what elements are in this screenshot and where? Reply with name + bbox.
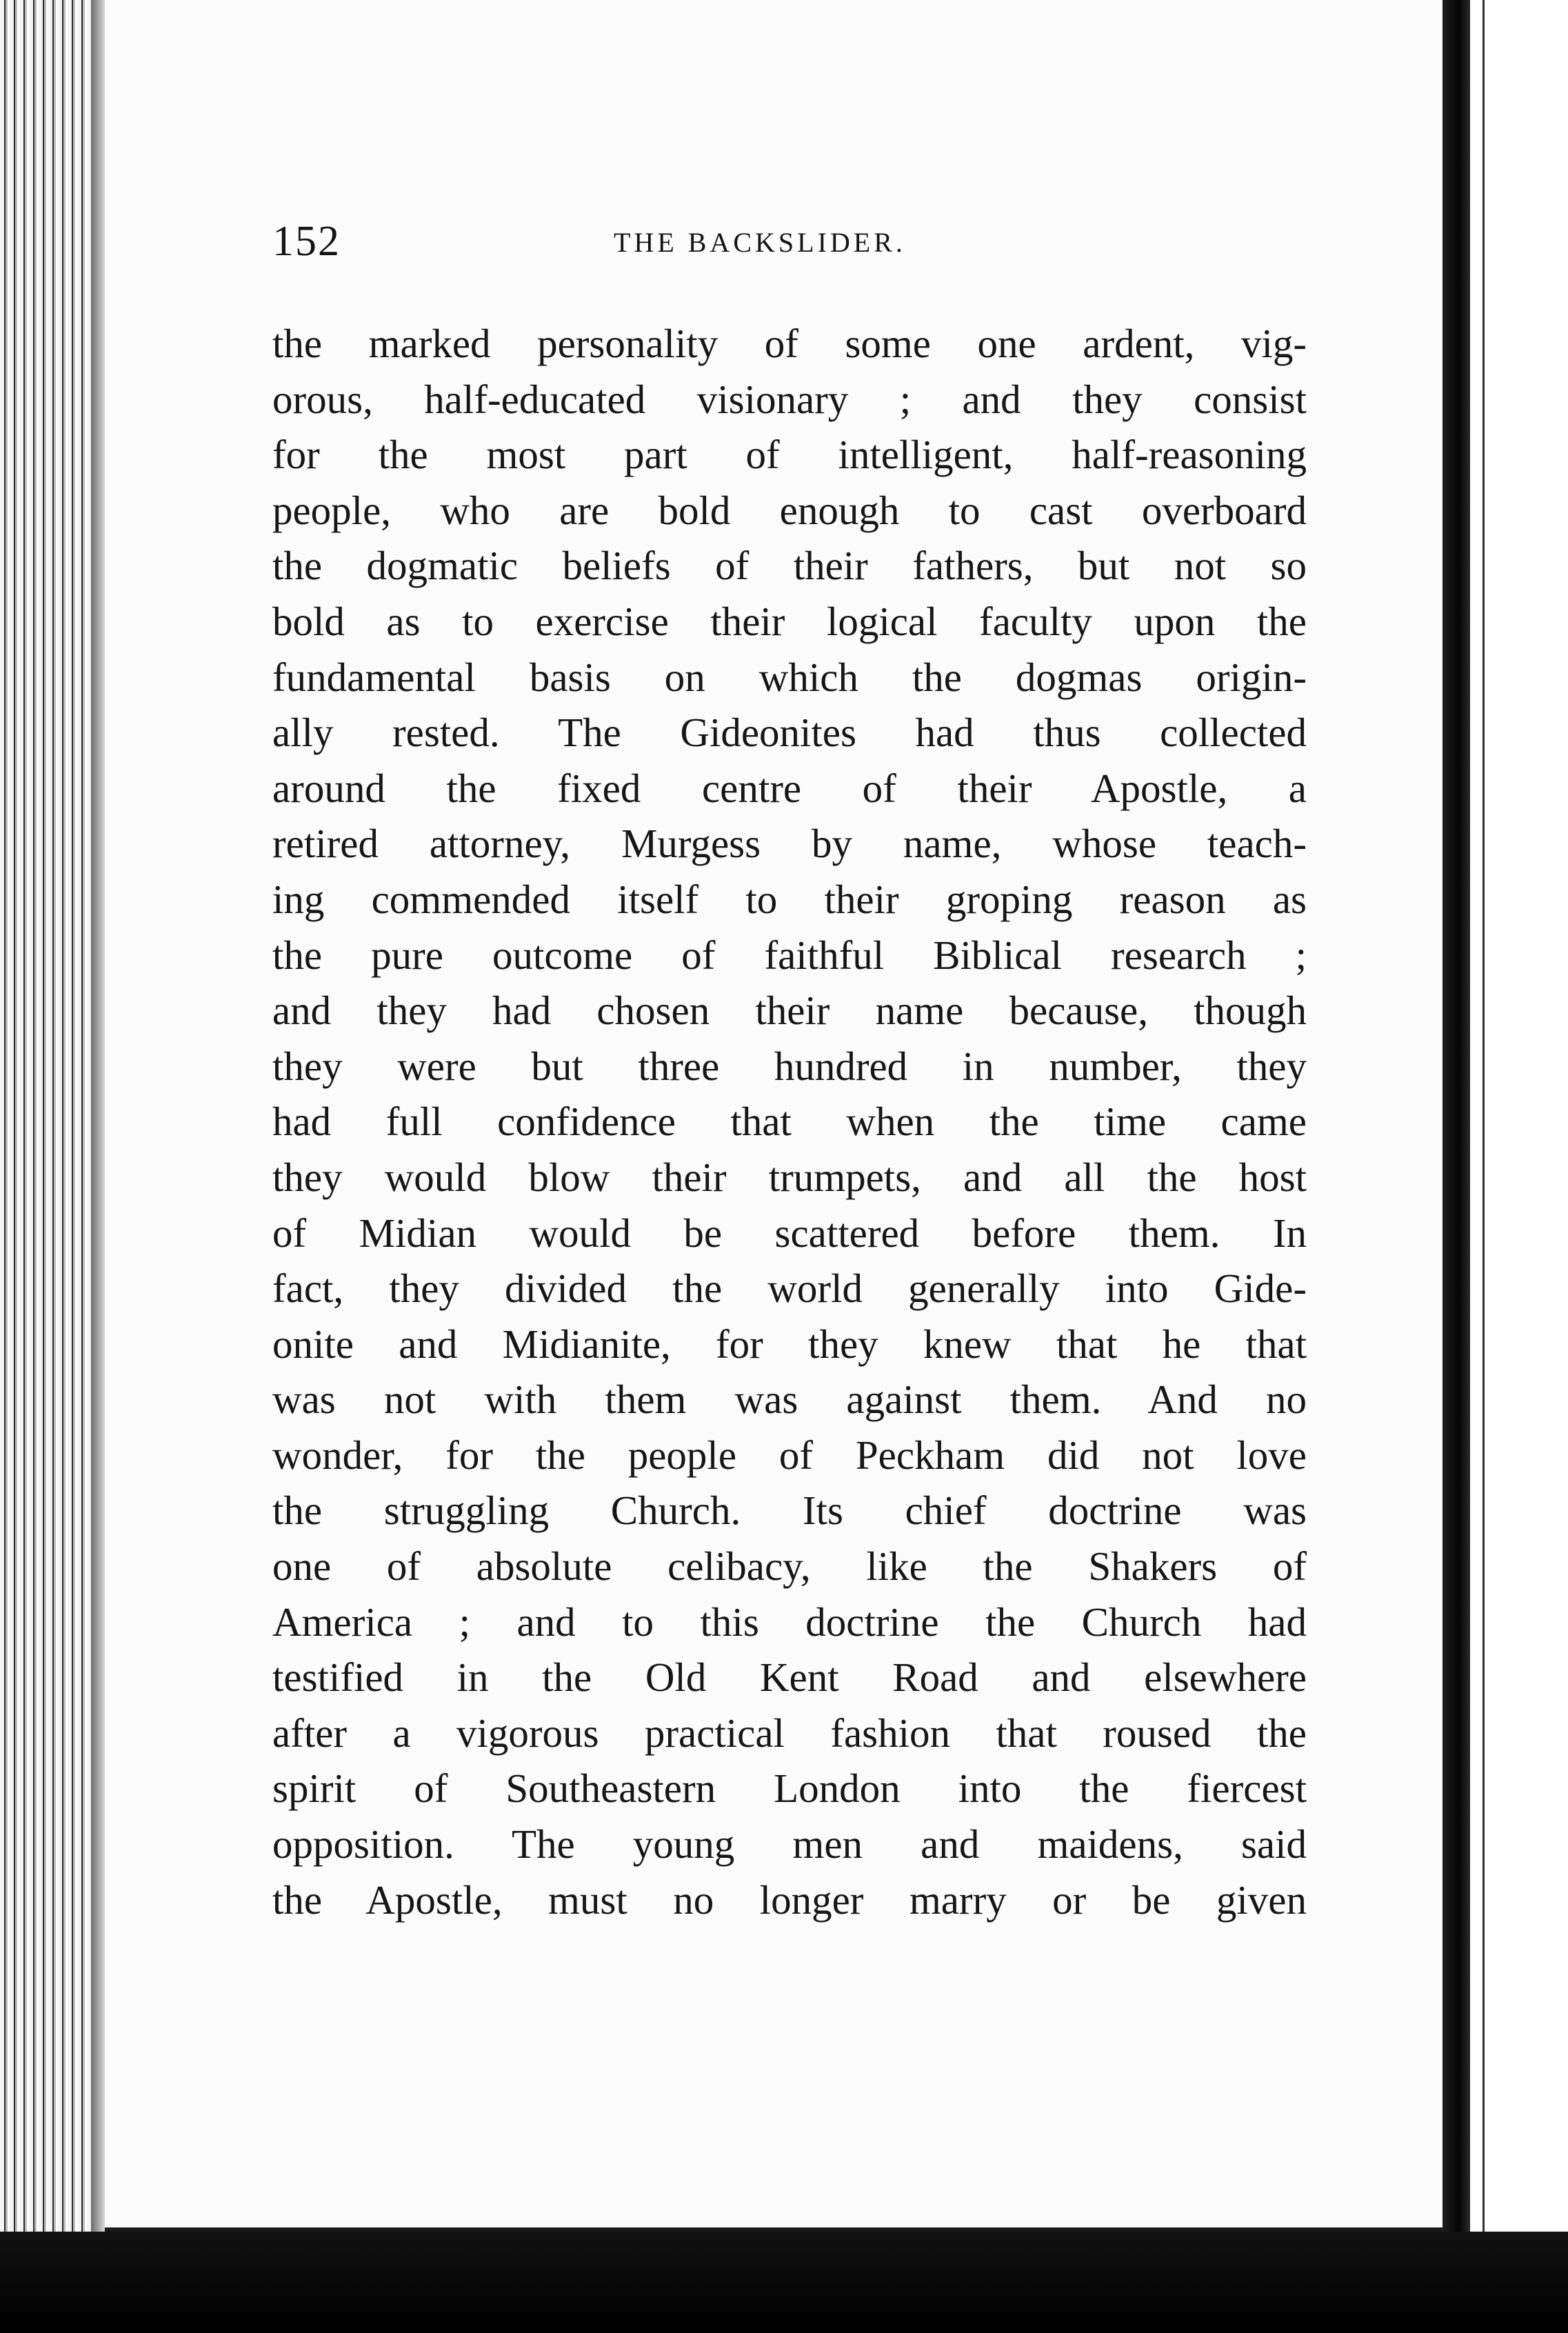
text-line: around the fixed centre of their Apostle, a bbox=[272, 765, 1307, 811]
text-line: ally rested. The Gideonites had thus collected bbox=[272, 710, 1307, 756]
text-line: one of absolute celibacy, like the Shakers of bbox=[272, 1543, 1307, 1590]
text-line: they were but three hundred in number, they bbox=[272, 1043, 1307, 1089]
text-line: for the most part of intelligent, half-reasoning bbox=[272, 432, 1307, 478]
text-line: ing commended itself to their groping reason as bbox=[272, 876, 1307, 922]
text-line: of Midian would be scattered before them. In bbox=[272, 1210, 1307, 1256]
right-edge-line bbox=[1482, 0, 1485, 2333]
text-line: after a vigorous practical fashion that roused the bbox=[272, 1710, 1307, 1756]
text-line: opposition. The young men and maidens, said bbox=[272, 1821, 1307, 1868]
text-line: fundamental basis on which the dogmas origin- bbox=[272, 654, 1307, 700]
text-line: people, who are bold enough to cast overboard bbox=[272, 487, 1307, 533]
text-line: the Apostle, must no longer marry or be given bbox=[272, 1876, 1307, 1923]
text-line: retired attorney, Murgess by name, whose teach- bbox=[272, 821, 1307, 867]
running-head bbox=[272, 210, 1307, 272]
text-line: and they had chosen their name because, though bbox=[272, 988, 1307, 1034]
text-line: they would blow their trumpets, and all the host bbox=[272, 1154, 1307, 1200]
bottom-dark-band bbox=[0, 2232, 1568, 2333]
text-line: fact, they divided the world generally into Gide- bbox=[272, 1265, 1307, 1312]
text-line: bold as to exercise their logical faculty upon the bbox=[272, 598, 1307, 644]
text-line: wonder, for the people of Peckham did not love bbox=[272, 1432, 1307, 1478]
binding-edge bbox=[1443, 0, 1470, 2333]
right-margin-strip bbox=[1470, 0, 1568, 2333]
text-line: the marked personality of some one ardent, vig- bbox=[272, 321, 1307, 366]
page-number: 152 bbox=[272, 218, 341, 265]
text-line: orous, half-educated visionary ; and they consist bbox=[272, 376, 1307, 422]
text-line: spirit of Southeastern London into the fiercest bbox=[272, 1765, 1307, 1812]
text-line: testified in the Old Kent Road and elsewhere bbox=[272, 1654, 1307, 1701]
text-line: America ; and to this doctrine the Church had bbox=[272, 1599, 1307, 1645]
text-line: the dogmatic beliefs of their fathers, but not so bbox=[272, 543, 1307, 589]
text-line: onite and Midianite, for they knew that he that bbox=[272, 1321, 1307, 1367]
text-line: had full confidence that when the time came bbox=[272, 1099, 1307, 1145]
text-line: the struggling Church. Its chief doctrine was bbox=[272, 1488, 1307, 1534]
stacked-page-edges bbox=[0, 0, 103, 2333]
running-title: THE BACKSLIDER. bbox=[614, 227, 906, 258]
text-line: the pure outcome of faithful Biblical research ; bbox=[272, 932, 1307, 978]
body-text bbox=[272, 316, 1307, 1928]
text-line: was not with them was against them. And no bbox=[272, 1376, 1307, 1423]
